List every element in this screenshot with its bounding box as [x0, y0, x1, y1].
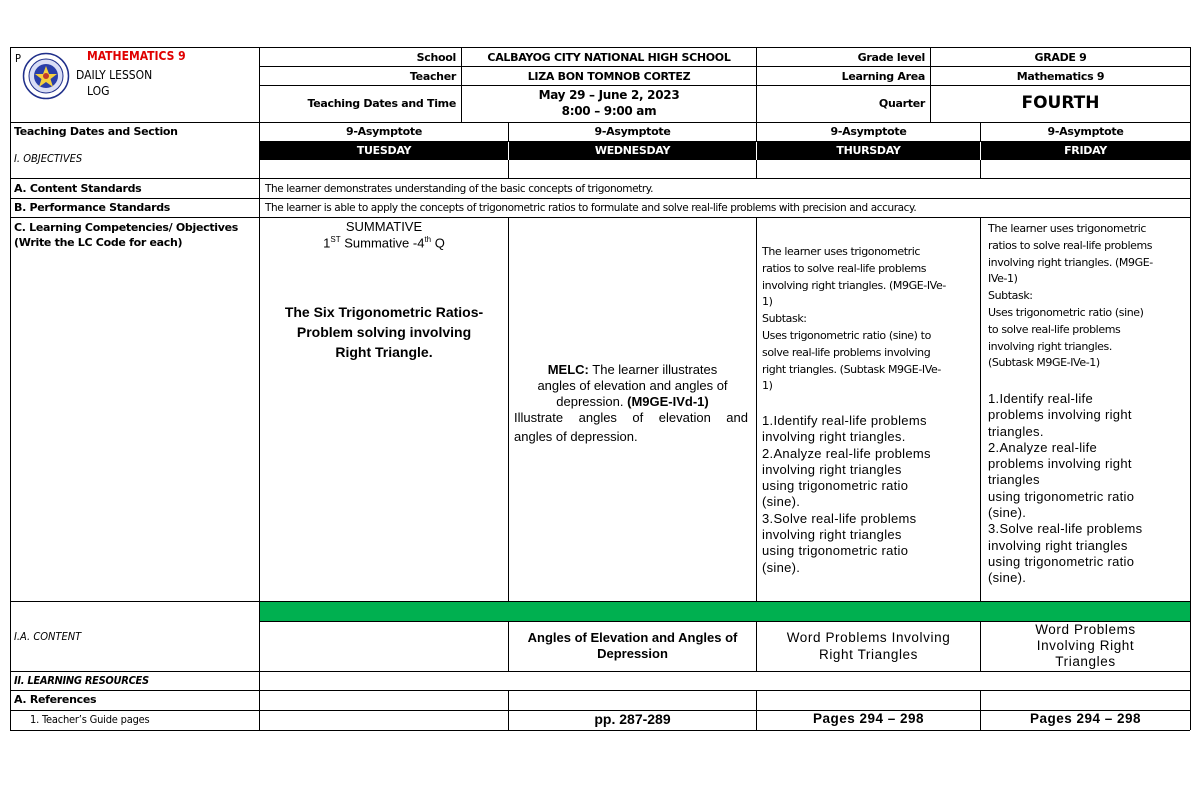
wed-objective-line1: Illustrate angles of elevation and — [514, 410, 748, 425]
fri-content: Word Problems Involving Right Triangles — [1035, 622, 1136, 669]
quarter-value: FOURTH — [1021, 93, 1100, 113]
tue-competency: The Six Trigonometric Ratios- Problem solving involving Right Triangle. — [284, 304, 484, 360]
wed-content: Angles of Elevation and Angles of Depression — [527, 630, 738, 661]
fri-tg-pages: Pages 294 – 298 — [1029, 711, 1142, 726]
section-row-label: Teaching Dates and Section — [14, 125, 178, 138]
fri-competency-intro: The learner uses trigonometric ratios to solve real-life problems involving right triangles. (M9GE- IVe-1) Subtask: Uses trigonometric ratio (sine) to solve real-life problems involving right triangles. (Subtask M9GE-IVe-1) — [988, 222, 1153, 370]
teacher-label: Teacher — [409, 70, 456, 83]
thu-objective-list: 1.Identify real-life problems involving right triangles. 2.Analyze real-life problems involving right triangles using trigonometric ratio (sine). 3.Solve real-life problems involving right triangles using trigonometric ratio (sine). — [762, 413, 931, 575]
teaching-dates-value: May 29 – June 2, 2023 — [538, 88, 680, 102]
school-value: CALBAYOG CITY NATIONAL HIGH SCHOOL — [487, 51, 731, 64]
tue-summative-title: SUMMATIVE — [345, 219, 423, 234]
teachers-guide-label: 1. Teacher’s Guide pages — [30, 713, 150, 726]
day-wednesday: WEDNESDAY — [594, 144, 671, 157]
day-tuesday: TUESDAY — [356, 144, 412, 157]
day-friday: FRIDAY — [1064, 144, 1107, 157]
wed-melc-line1: MELC: The learner illustrates — [547, 362, 718, 377]
wed-melc-line2: angles of elevation and angles of — [537, 378, 728, 393]
teaching-dates-label: Teaching Dates and Time — [307, 97, 456, 110]
objectives-heading: I. OBJECTIVES — [14, 152, 83, 165]
grade-level-value: GRADE 9 — [1034, 51, 1087, 64]
section-tue: 9-Asymptote — [345, 125, 423, 138]
content-standards-text: The learner demonstrates understanding of the basic concepts of trigonometry. — [265, 183, 654, 195]
fri-objective-list: 1.Identify real-life problems involving right triangles. 2.Analyze real-life problems involving right triangles using trigonometric ratio (sine). 3.Solve real-life problems involving right triangles using trigonometric ratio (sine). — [988, 391, 1143, 586]
header-letter: P — [15, 52, 21, 65]
learning-resources-heading: II. LEARNING RESOURCES — [14, 674, 149, 687]
learning-area-value: Mathematics 9 — [1016, 70, 1105, 83]
wed-tg-pages: pp. 287-289 — [594, 711, 671, 727]
content-heading: I.A. CONTENT — [14, 630, 82, 643]
content-standards-label: A. Content Standards — [14, 182, 142, 195]
performance-standards-label: B. Performance Standards — [14, 201, 171, 214]
day-thursday: THURSDAY — [836, 144, 901, 157]
learning-area-label: Learning Area — [841, 70, 925, 83]
quarter-label: Quarter — [878, 97, 925, 110]
wed-objective-line2: angles of depression. — [514, 429, 638, 444]
tue-summative-sub: 1ST Summative -4th Q — [323, 235, 445, 251]
green-band — [260, 602, 1190, 621]
references-label: A. References — [14, 693, 97, 706]
deped-seal-logo — [22, 52, 70, 100]
thu-tg-pages: Pages 294 – 298 — [812, 711, 925, 726]
subject-title: MATHEMATICS 9 — [87, 49, 186, 63]
section-wed: 9-Asymptote — [594, 125, 671, 138]
school-label: School — [416, 51, 456, 64]
thu-competency-intro: The learner uses trigonometric ratios to solve real-life problems involving right triangles. (M9GE-IVe- 1) Subtask: Uses trigonometric ratio (sine) to solve real-life problems involving right triangles. (Subtask M9GE-IVe- 1) — [762, 245, 946, 393]
doc-title: DAILY LESSON — [76, 68, 153, 82]
section-fri: 9-Asymptote — [1047, 125, 1124, 138]
performance-standards-text: The learner is able to apply the concepts of trigonometric ratios to formulate and solve real-life problems with precision and accuracy. — [265, 202, 917, 214]
wed-melc-line3: depression. (M9GE-IVd-1) — [556, 394, 709, 409]
grade-level-label: Grade level — [857, 51, 925, 64]
competencies-sublabel: (Write the LC Code for each) — [14, 236, 183, 249]
teacher-value: LIZA BON TOMNOB CORTEZ — [527, 70, 691, 83]
teaching-time-value: 8:00 – 9:00 am — [561, 104, 657, 118]
thu-content: Word Problems Involving Right Triangles — [786, 630, 951, 662]
doc-title-line2: LOG — [87, 84, 110, 98]
section-thu: 9-Asymptote — [830, 125, 907, 138]
competencies-label: C. Learning Competencies/ Objectives — [14, 221, 239, 234]
